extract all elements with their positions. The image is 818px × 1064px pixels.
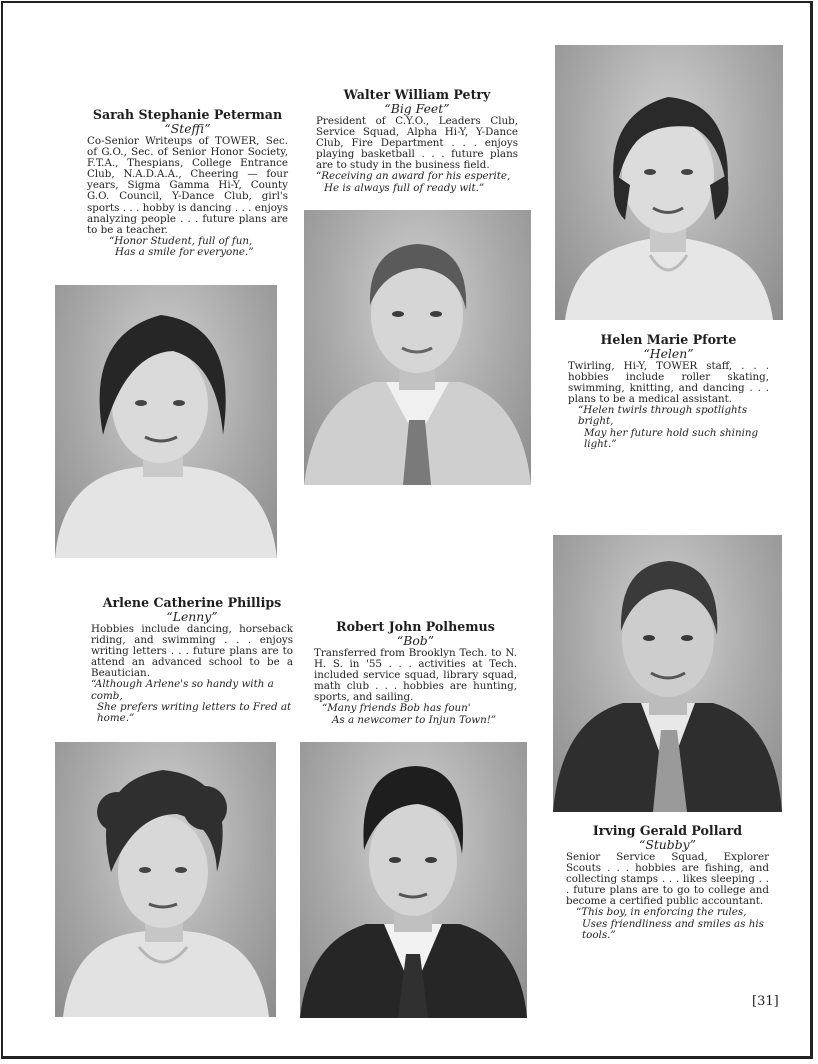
student-quote xyxy=(316,171,518,193)
quote-line-2: Uses friendliness and smiles as his tools.” xyxy=(582,917,764,941)
bio-pforte xyxy=(568,333,769,450)
photo-peterman xyxy=(55,285,277,558)
student-description: Co-Senior Writeups of TOWER, Sec. of G.O., Sec. of Senior Honor Society, F.T.A., Thespians, College Entrance Club, N.A.D.A.A., Cheering — four years, Sigma Gamma Hi-Y, County G.O. Council, Y-Dance Club, girl's sports . . . hobby is dancing . . . enjoys analyzing people . . . future plans are to be a teacher. xyxy=(87,135,288,236)
photo-phillips xyxy=(55,742,276,1017)
student-description: Hobbies include dancing, horseback riding, and swimming . . . enjoys writing letters . . . future plans are to attend an advanced school to be a Beautician. xyxy=(91,623,293,680)
student-nickname: “Stubby” xyxy=(639,837,696,852)
student-nickname: “Lenny” xyxy=(166,609,218,624)
photo-polhemus xyxy=(300,742,527,1018)
portrait-girl-icon xyxy=(55,285,277,558)
quote-line-1: “Helen twirls through spotlights bright, xyxy=(578,404,748,428)
bio-polhemus xyxy=(314,620,517,726)
bio-peterman xyxy=(87,108,288,258)
quote-line-2: Has a smile for everyone.” xyxy=(115,245,254,258)
student-name: Arlene Catherine Phillips xyxy=(102,595,282,610)
student-description: Twirling, Hi-Y, TOWER staff, . . . hobbies include roller skating, swimming, knitting, and dancing . . . plans to be a medical assistant. xyxy=(568,360,769,406)
quote-line-1: “Receiving an award for his esperite, xyxy=(316,170,511,183)
student-description: President of C.Y.O., Leaders Club, Service Squad, Alpha Hi-Y, Y-Dance Club, Fire Department . . . enjoys playing basketball . . . future plans are to study in the business field. xyxy=(316,115,518,172)
portrait-boy-icon xyxy=(304,210,531,485)
bio-petry xyxy=(316,88,518,194)
student-nickname: “Helen” xyxy=(643,346,694,361)
student-name: Helen Marie Pforte xyxy=(600,332,737,347)
student-quote xyxy=(91,679,293,723)
student-name: Walter William Petry xyxy=(343,87,491,102)
student-nickname: “Big Feet” xyxy=(384,101,450,116)
quote-line-1: “Honor Student, full of fun, xyxy=(109,234,253,247)
student-nickname: “Steffi” xyxy=(164,121,211,136)
quote-line-2: She prefers writing letters to Fred at home.” xyxy=(97,700,292,724)
student-quote xyxy=(566,907,769,940)
portrait-boy-icon xyxy=(553,535,782,812)
student-quote xyxy=(568,405,769,449)
quote-line-2: He is always full of ready wit.” xyxy=(324,181,485,194)
quote-line-1: “This boy, in enforcing the rules, xyxy=(576,906,747,919)
student-nickname: “Bob” xyxy=(396,633,435,648)
quote-line-2: As a newcomer to Injun Town!” xyxy=(332,713,497,726)
photo-petry xyxy=(304,210,531,485)
student-description: Senior Service Squad, Explorer Scouts . . . hobbies are fishing, and collecting stamps . . . likes sleeping . . . future plans are to go to college and become a certified public accountant. xyxy=(566,851,769,908)
photo-pforte xyxy=(555,45,783,320)
portrait-boy-icon xyxy=(300,742,527,1018)
page-number: [31] xyxy=(752,994,779,1009)
quote-line-1: “Many friends Bob has foun' xyxy=(322,702,471,715)
portrait-girl-icon xyxy=(555,45,783,320)
student-name: Sarah Stephanie Peterman xyxy=(92,107,283,122)
student-quote xyxy=(87,236,288,258)
student-description: Transferred from Brooklyn Tech. to N. H. S. in '55 . . . activities at Tech. included service squad, library squad, math club . . . hobbies are hunting, sports, and sailing. xyxy=(314,647,517,704)
portrait-girl-icon xyxy=(55,742,276,1017)
bio-pollard xyxy=(566,824,769,941)
student-name: Irving Gerald Pollard xyxy=(592,823,743,838)
photo-pollard xyxy=(553,535,782,812)
bio-phillips xyxy=(91,596,293,724)
quote-line-2: May her future hold such shining light.” xyxy=(584,426,759,450)
student-quote xyxy=(314,703,517,725)
student-name: Robert John Polhemus xyxy=(336,619,495,634)
quote-line-1: “Although Arlene's so handy with a comb, xyxy=(91,678,274,702)
